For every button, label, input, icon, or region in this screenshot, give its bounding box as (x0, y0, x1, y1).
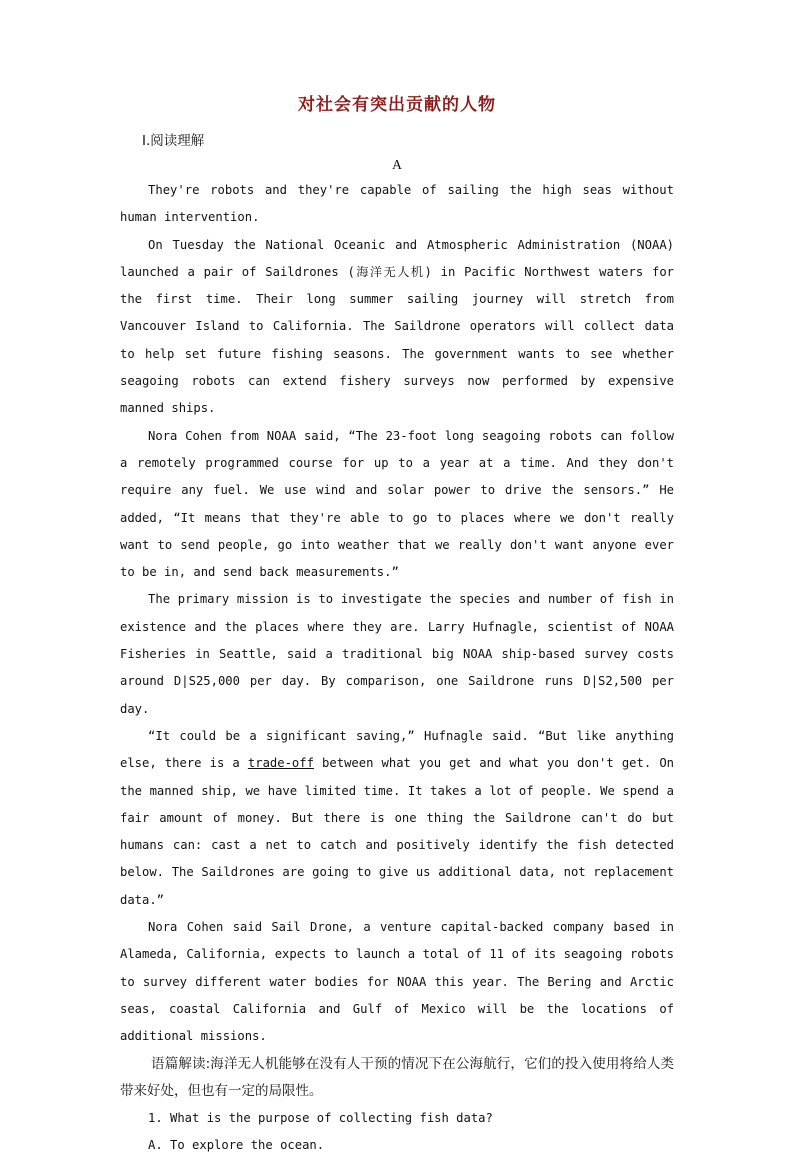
paragraph-2: On Tuesday the National Oceanic and Atmospheric Administration (NOAA) launched a pair of Saildrones (海洋无人机) in Pacific Northwest waters for the first time. Their long summer sailing journey will stretch from Vancouver Island to California. The Saildrone operators will collect data to help set future fishing seasons. The government wants to see whether seagoing robots can extend fishery surveys now performed by expensive manned ships. (120, 237, 674, 416)
underlined-term: trade-off (247, 756, 314, 771)
passage-label: A (392, 157, 402, 172)
paragraph-5-text-before: “It could be a significant saving,” Hufnagle said. “But like anything else, there is a (120, 728, 674, 771)
section-heading: Ⅰ.阅读理解 (142, 133, 205, 149)
paragraph-3: Nora Cohen from NOAA said, “The 23-foot long seagoing robots can follow a remotely programmed course for up to a year at a time. And they don't require any fuel. We use wind and solar power to drive the sensors.” He added, “It means that they're able to go to places where we don't really want to send people, go into weather that we really don't want anyone ever to be in, and send back measurements.” (120, 428, 674, 580)
question-1-option-a: A. To explore the ocean. (148, 1138, 325, 1153)
question-1-stem: 1. What is the purpose of collecting fish data? (148, 1111, 493, 1126)
paragraph-6: Nora Cohen said Sail Drone, a venture capital-backed company based in Alameda, California, expects to launch a total of 11 of its seagoing robots to survey different water bodies for NOAA this year. The Bering and Arctic seas, coastal California and Gulf of Mexico will be the locations of additional missions. (120, 920, 674, 1044)
paragraph-4: The primary mission is to investigate the species and number of fish in existence and the places where they are. Larry Hufnagle, scientist of NOAA Fisheries in Seattle, said a traditional big NOAA ship-based survey costs around D|S25,000 per day. By comparison, one Saildrone runs D|S2,500 per day. (120, 592, 674, 716)
document-page (120, 90, 674, 1160)
paragraph-1: They're robots and they're capable of sailing the high seas without human intervention. (120, 183, 674, 225)
paragraph-5 (120, 723, 674, 914)
paragraph-5-text-after: between what you get and what you don't get. On the manned ship, we have limited time. It takes a lot of people. We spend a fair amount of money. But there is one thing the Saildrone can't do but humans can: cast a net to catch and positively identify the fish detected below. The Saildrones are going to give us additional data, not replacement data.” (120, 756, 674, 907)
document-title: 对社会有突出贡献的人物 (298, 95, 496, 115)
passage-analysis: 语篇解读:海洋无人机能够在没有人干预的情况下在公海航行，它们的投入使用将给人类带来好处，但也有一定的局限性。 (120, 1055, 674, 1099)
